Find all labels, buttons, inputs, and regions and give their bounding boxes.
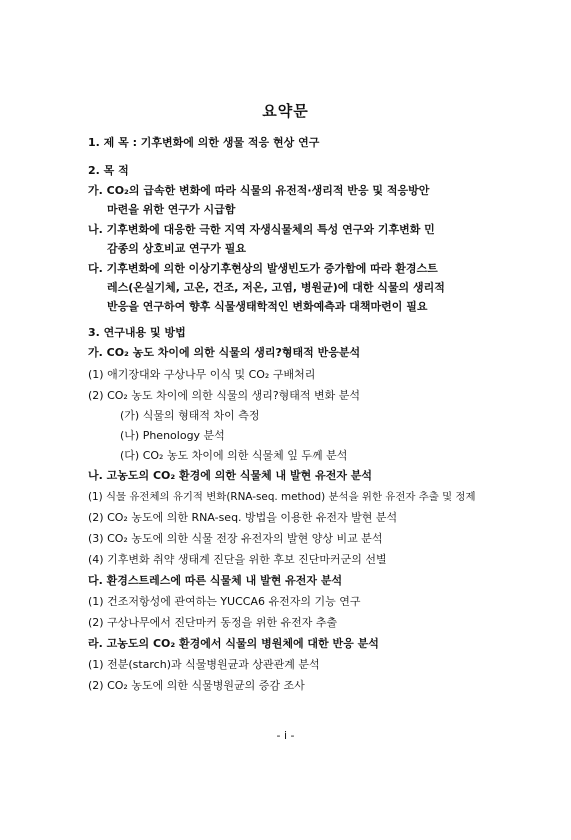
content-ra-heading: 라. 고농도의 CO₂ 환경에서 식물의 병원체에 대한 반응 분석 xyxy=(88,637,379,650)
purpose-item-ga-line2: 마련을 위한 연구가 시급함 xyxy=(107,203,236,216)
purpose-item-da-line1: 다. 기후변화에 의한 이상기후현상의 발생빈도가 증가함에 따라 환경스트 xyxy=(88,262,438,275)
content-da-item-1: (1) 건조저항성에 관여하는 YUCCA6 유전자의 기능 연구 xyxy=(88,595,361,608)
purpose-item-da-line3: 반응을 연구하여 향후 식물생태학적인 변화예측과 대책마련이 필요 xyxy=(107,300,428,313)
purpose-item-na-line2: 감종의 상호비교 연구가 필요 xyxy=(107,242,246,255)
content-na-heading: 나. 고농도의 CO₂ 환경에 의한 식물체 내 발현 유전자 분석 xyxy=(88,469,373,482)
content-da-item-2: (2) 구상나무에서 진단마커 동정을 위한 유전자 추출 xyxy=(88,616,338,629)
content-ga-item-2-sub-da: (다) CO₂ 농도 차이에 의한 식물체 잎 두께 분석 xyxy=(120,449,348,462)
content-da-heading: 다. 환경스트레스에 따른 식물체 내 발현 유전자 분석 xyxy=(88,574,343,587)
content-ga-item-2: (2) CO₂ 농도 차이에 의한 식물의 생리?형태적 변화 분석 xyxy=(88,389,361,402)
purpose-item-ga-line1: 가. CO₂의 급속한 변화에 따라 식물의 유전적·생리적 반응 및 적응방안 xyxy=(88,184,430,197)
document-title: 요약문 xyxy=(262,102,309,120)
purpose-item-da-line2: 레스(온실기체, 고온, 건조, 저온, 고염, 병원균)에 대한 식물의 생리적 xyxy=(107,281,445,294)
content-ga-item-2-sub-na: (나) Phenology 분석 xyxy=(120,429,225,442)
section-1-title: 1. 제 목 : 기후변화에 의한 생물 적응 현상 연구 xyxy=(88,136,320,149)
content-ga-heading: 가. CO₂ 농도 차이에 의한 식물의 생리?형태적 반응분석 xyxy=(88,346,361,359)
page-number: - i - xyxy=(276,729,295,742)
content-ga-item-2-sub-ga: (가) 식물의 형태적 차이 측정 xyxy=(120,409,260,422)
section-2-heading: 2. 목 적 xyxy=(88,164,129,177)
purpose-item-na-line1: 나. 기후변화에 대응한 극한 지역 자생식물체의 특성 연구와 기후변화 민 xyxy=(88,223,435,236)
content-na-item-2: (2) CO₂ 농도에 의한 RNA-seq. 방법을 이용한 유전자 발현 분석 xyxy=(88,511,398,524)
content-na-item-3: (3) CO₂ 농도에 의한 식물 전장 유전자의 발현 양상 비교 분석 xyxy=(88,532,383,545)
section-3-heading: 3. 연구내용 및 방법 xyxy=(88,326,186,339)
content-ga-item-1: (1) 애기장대와 구상나무 이식 및 CO₂ 구배처리 xyxy=(88,368,316,381)
content-na-item-4: (4) 기후변화 취약 생태계 진단을 위한 후보 진단마커군의 선별 xyxy=(88,553,387,566)
content-ra-item-1: (1) 전분(starch)과 식물병원균과 상관관계 분석 xyxy=(88,658,320,671)
content-na-item-1: (1) 식물 유전체의 유기적 변화(RNA-seq. method) 분석을 위한 유전자 추출 및 정제 xyxy=(88,491,476,503)
content-ra-item-2: (2) CO₂ 농도에 의한 식물병원균의 증감 조사 xyxy=(88,679,305,692)
